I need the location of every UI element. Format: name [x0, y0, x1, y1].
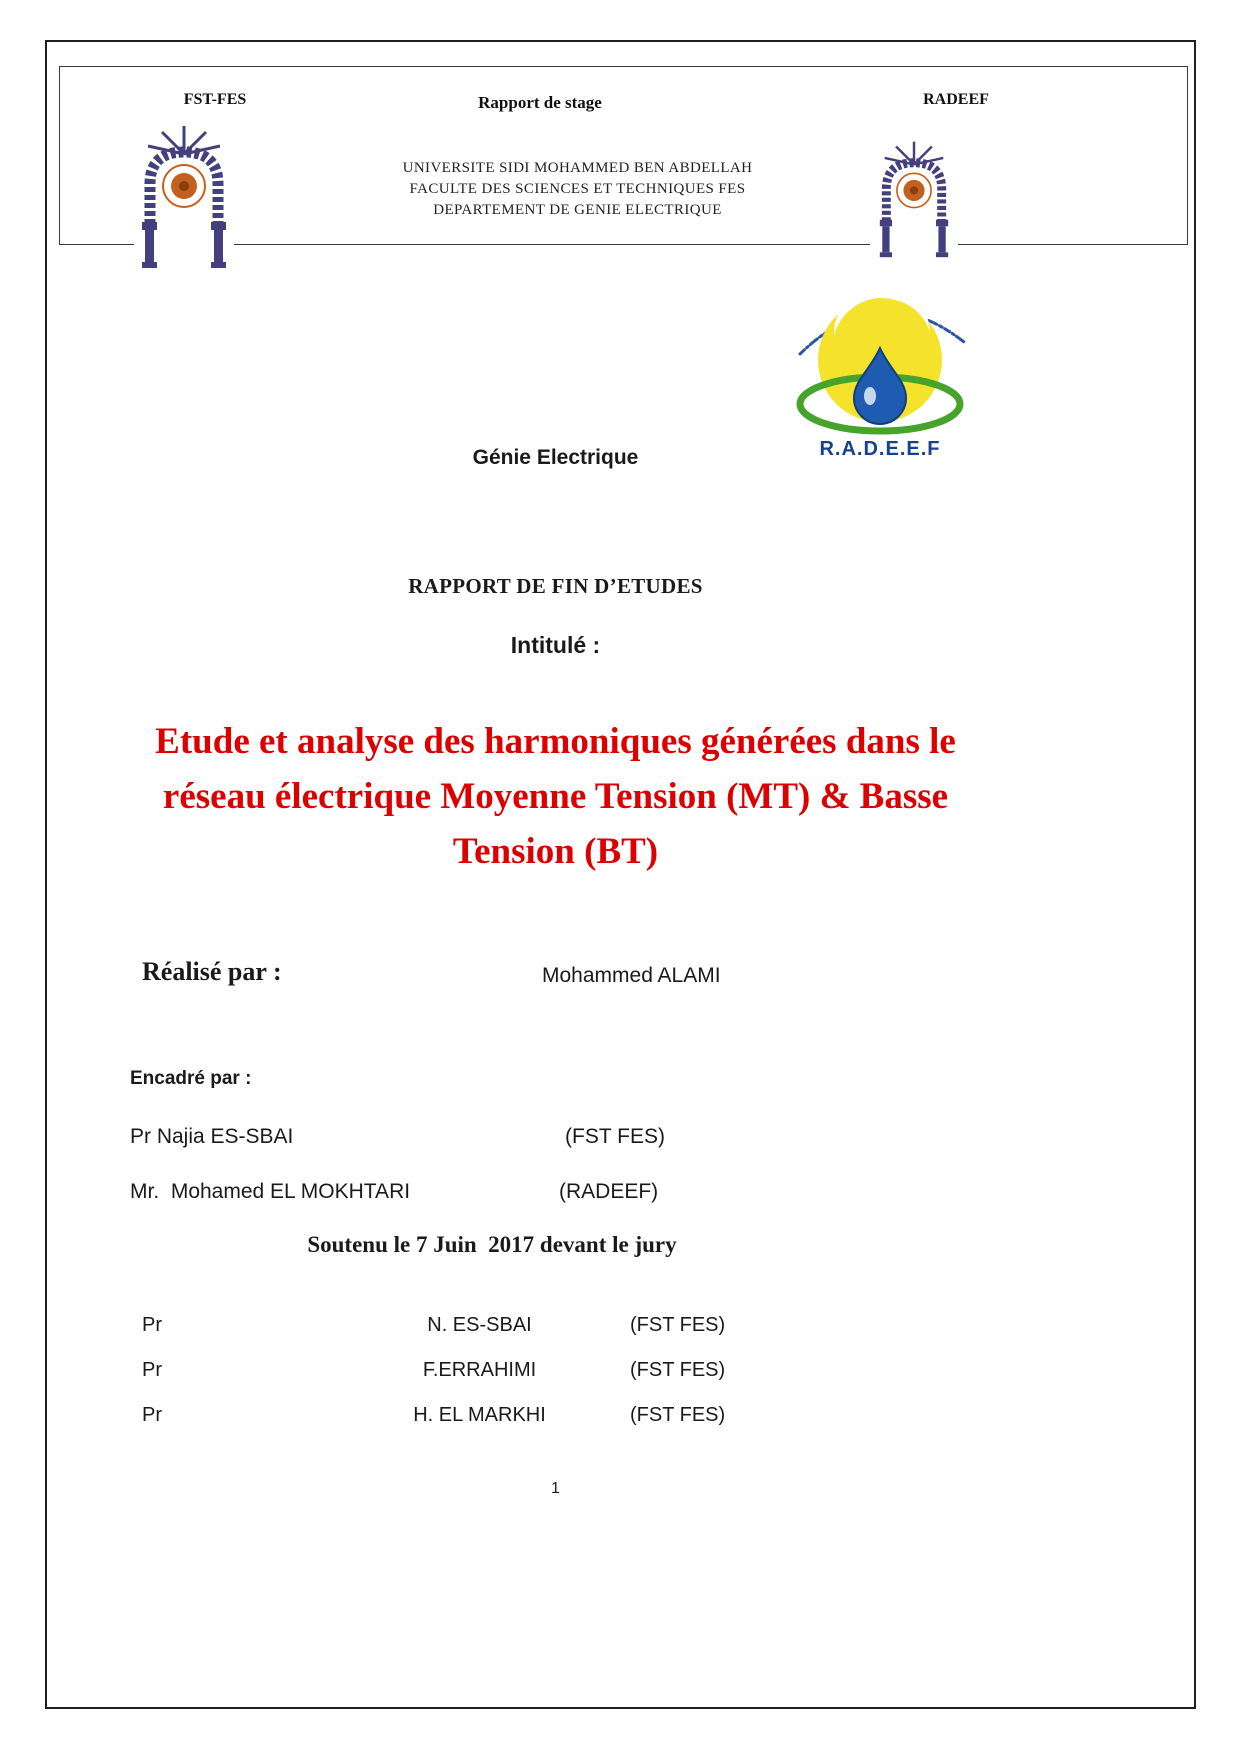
jury-title: Pr	[142, 1359, 162, 1381]
faculty-line: FACULTE DES SCIENCES ET TECHNIQUES FES	[409, 181, 746, 197]
jury-name: N. ES-SBAI	[427, 1314, 532, 1336]
water-drop-highlight	[864, 387, 876, 405]
defense-line: Soutenu le 7 Juin 2017 devant le jury	[307, 1232, 677, 1257]
title-line-3: Tension (BT)	[452, 831, 659, 872]
university-lines	[340, 158, 815, 221]
fst-university-emblem-logo	[134, 124, 234, 269]
jury-affiliation: (FST FES)	[630, 1314, 726, 1336]
realise-par-label: Réalisé par :	[142, 957, 282, 986]
page-number: 1	[551, 1480, 560, 1497]
report-type-heading: RAPPORT DE FIN D’ETUDES	[408, 574, 703, 598]
supervisor-affiliation: (FST FES)	[565, 1125, 665, 1148]
subtitle-label: Intitulé :	[510, 632, 601, 658]
supervisor-name: Mr. Mohamed EL MOKHTARI	[130, 1180, 411, 1203]
report-title	[63, 714, 1048, 879]
radeef-label: RADEEF	[923, 91, 989, 108]
supervisor-name: Pr Najia ES-SBAI	[130, 1125, 294, 1148]
jury-affiliation: (FST FES)	[630, 1404, 726, 1426]
title-line-2: réseau électrique Moyenne Tension (MT) & Basse	[162, 776, 949, 817]
jury-title: Pr	[142, 1404, 162, 1426]
title-line-1: Etude et analyse des harmoniques générées dans le	[155, 721, 956, 762]
radeef-logo-text: R.A.D.E.E.F	[819, 438, 941, 460]
jury-affiliation: (FST FES)	[630, 1359, 726, 1381]
jury-title: Pr	[142, 1314, 162, 1336]
department-line: DEPARTEMENT DE GENIE ELECTRIQUE	[433, 202, 722, 218]
supervisor-affiliation: (RADEEF)	[559, 1180, 659, 1203]
rapport-de-stage-title: Rapport de stage	[478, 93, 602, 112]
jury-name: H. EL MARKHI	[413, 1404, 546, 1426]
radeef-logo	[782, 274, 982, 464]
author-name: Mohammed ALAMI	[542, 964, 721, 987]
university-line: UNIVERSITE SIDI MOHAMMED BEN ABDELLAH	[402, 160, 753, 176]
page-border-frame	[45, 40, 1196, 1709]
department-label: Génie Electrique	[472, 446, 639, 469]
radeef-emblem-logo	[870, 140, 958, 258]
encadre-par-label: Encadré par :	[130, 1068, 252, 1089]
fst-fes-label: FST-FES	[183, 91, 247, 108]
jury-name: F.ERRAHIMI	[422, 1359, 537, 1381]
